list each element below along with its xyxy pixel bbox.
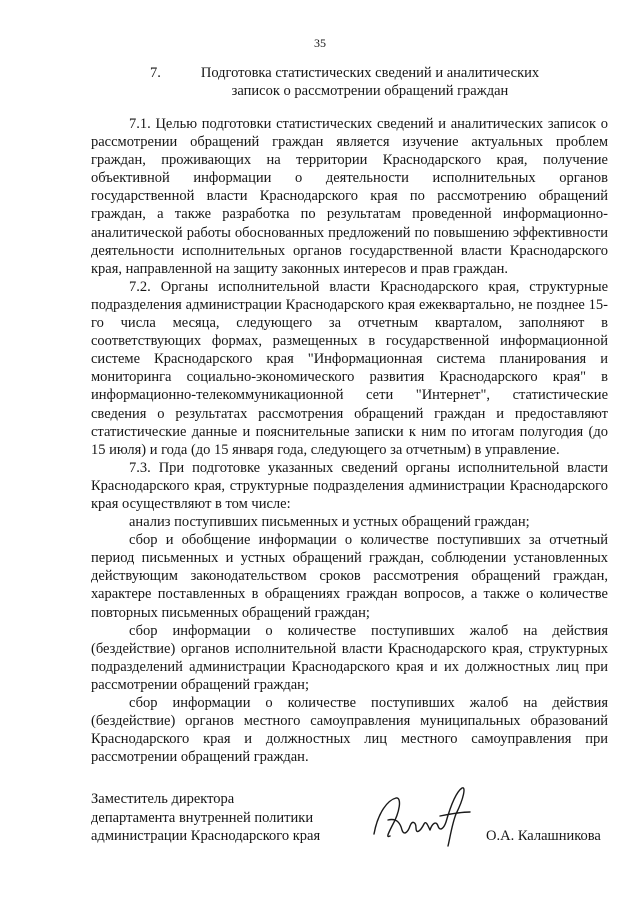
section-number: 7.	[150, 65, 161, 81]
signatory-title-line-1: Заместитель директора	[91, 791, 235, 807]
list-item-analysis: анализ поступивших письменных и устных обращений граждан;	[129, 514, 530, 531]
section-title	[150, 64, 590, 100]
signatory-name: О.А. Калашникова	[486, 828, 601, 844]
signatory-title-line-2: департамента внутренней политики	[91, 809, 314, 826]
list-item-complaints-executive: сбор информации о количестве поступивших жалоб на действия (бездействие) органов исполнительной власти Краснодарского края, структурных подразделений администрации Краснодарского края и их должностных лиц при рассмотрении обращений граждан;	[91, 622, 608, 693]
signature-block	[91, 790, 608, 846]
list-item-complaints-local: сбор информации о количестве поступивших жалоб на действия (бездействие) органов местного самоуправления муниципальных образований Краснодарского края и должностных лиц местного самоуправления при рассмотрении обращений граждан.	[91, 695, 608, 766]
list-item-collection: сбор и обобщение информации о количестве поступивших за отчетный период письменных и устных обращений граждан, соблюдении установленных действующим законодательством сроков рассмотрения обращений граждан, характере поставленных в обращениях граждан вопросов, а также о количестве повторных письменных обращений граждан;	[91, 532, 608, 621]
signatory-title-line-3: администрации Краснодарского края	[91, 828, 321, 844]
section-title-line-1: Подготовка статистических сведений и аналитических	[200, 65, 540, 81]
handwritten-signature	[366, 782, 476, 852]
section-title-line-2: записок о рассмотрении обращений граждан	[231, 83, 509, 99]
document-body	[91, 115, 608, 766]
paragraph-7-2: 7.2. Органы исполнительной власти Краснодарского края, структурные подразделения администрации Краснодарского края ежеквартально, не позднее 15-го числа месяца, следующего за отчетным кварталом, заполняют в соответствующих формах, размещенных в государственной информационной системе Краснодарского края "Информационная система планирования и мониторинга социально-экономического развития Краснодарского края" в информационно-телекоммуникационной сети "Интернет", статистические сведения о результатах рассмотрения обращений граждан и предоставляют статистические данные и пояснительные записки к ним по итогам полугодия (до 15 июля) и года (до 15 января года, следующего за отчетным) в управление.	[91, 278, 608, 458]
paragraph-7-1: 7.1. Целью подготовки статистических сведений и аналитических записок о рассмотрении обращений граждан является изучение актуальных проблем граждан, проживающих на территории Краснодарского края, получение объективной информации о деятельности исполнительных органов государственной власти Краснодарского края по рассмотрению обращений граждан, а также разработка по результатам проведенной информационно-аналитической работы обоснованных предложений по повышению эффективности деятельности исполнительных органов государственной власти Краснодарского края, направленной на защиту законных интересов и прав граждан.	[91, 116, 608, 277]
page-number: 35	[314, 36, 326, 50]
paragraph-7-3: 7.3. При подготовке указанных сведений органы исполнительной власти Краснодарского края, структурные подразделения администрации Краснодарского края осуществляют в том числе:	[91, 459, 608, 512]
